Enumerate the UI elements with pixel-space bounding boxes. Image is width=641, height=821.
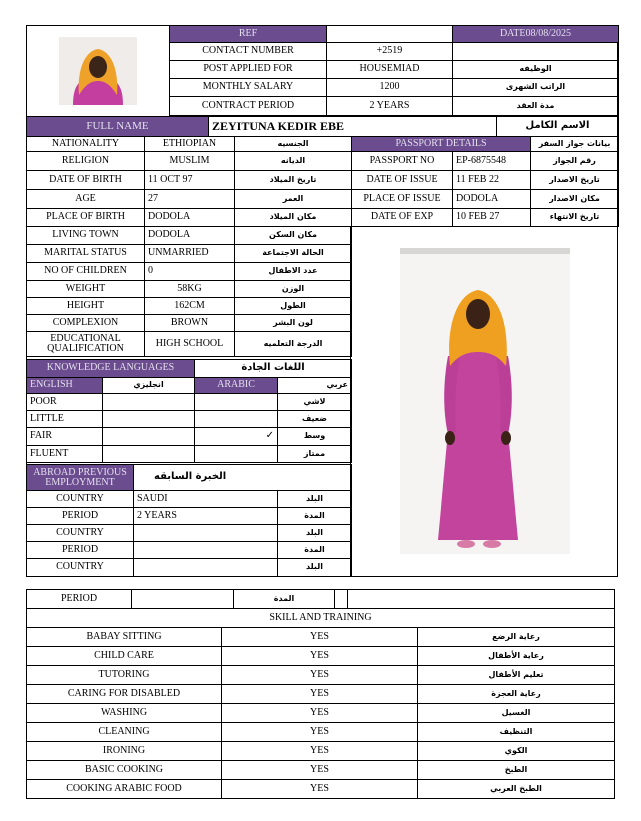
abroad-period-2-arabic: المدة <box>278 542 352 559</box>
skill-arabic-food-arabic: الطبخ العربي <box>418 780 615 799</box>
skill-washing-arabic: الغسيل <box>418 704 615 723</box>
skill-cleaning-value: YES <box>222 723 418 742</box>
skill-washing-label: WASHING <box>27 704 222 723</box>
lang-fair-arabic-mark: ✓ <box>195 428 278 446</box>
date-label: DATE08/08/2025 <box>453 26 619 43</box>
lang-poor-arabic: لاشي <box>278 394 352 411</box>
abroad-country-2-label: COUNTRY <box>27 525 134 542</box>
skill-caring-disabled-arabic: رعاية العجزة <box>418 685 615 704</box>
children-arabic: عدد الاطفال <box>235 263 352 281</box>
full-body-photo-image <box>400 248 570 554</box>
skill-arabic-food-label: COOKING ARABIC FOOD <box>27 780 222 799</box>
living-town-arabic: مكان السكن <box>235 227 352 245</box>
contact-number-value: +2519 <box>327 43 453 61</box>
children-value: 0 <box>145 263 235 281</box>
lang-poor-english <box>103 394 195 411</box>
religion-arabic: الديانه <box>235 152 352 171</box>
passport-details-arabic: بيانات جواز السفر <box>531 137 619 152</box>
fullname-arabic: الاسم الكامل <box>497 117 619 137</box>
monthly-salary-label: MONTHLY SALARY <box>170 79 327 97</box>
abroad-employment-arabic: الخبرة السابقه <box>134 465 352 491</box>
skill-baby-sitting-value: YES <box>222 628 418 647</box>
date-of-issue-label: DATE OF ISSUE <box>352 171 453 190</box>
nationality-arabic: الجنسيه <box>235 137 352 152</box>
bottom-period-value <box>132 590 234 609</box>
children-label: NO OF CHILDREN <box>27 263 145 281</box>
skill-basic-cooking-arabic: الطبخ <box>418 761 615 780</box>
living-town-label: LIVING TOWN <box>27 227 145 245</box>
bottom-period-spacer <box>335 590 348 609</box>
post-applied-arabic: الوظيفه <box>453 61 619 79</box>
knowledge-languages-label: KNOWLEDGE LANGUAGES <box>27 360 195 378</box>
skill-caring-disabled-value: YES <box>222 685 418 704</box>
lang-fluent-arabic: ممتاز <box>278 446 352 463</box>
passport-details-label: PASSPORT DETAILS <box>352 137 531 152</box>
abroad-country-3-value <box>134 559 278 577</box>
skill-baby-sitting-label: BABAY SITTING <box>27 628 222 647</box>
dob-label: DATE OF BIRTH <box>27 171 145 190</box>
date-of-issue-arabic: تاريخ الاصدار <box>531 171 619 190</box>
place-of-issue-value: DODOLA <box>453 190 531 209</box>
abroad-country-3-label: COUNTRY <box>27 559 134 577</box>
abroad-country-1-arabic: البلد <box>278 491 352 508</box>
place-of-issue-label: PLACE OF ISSUE <box>352 190 453 209</box>
knowledge-languages-arabic: اللغات الجادة <box>195 360 352 378</box>
passport-no-label: PASSPORT NO <box>352 152 453 171</box>
skill-child-care-value: YES <box>222 647 418 666</box>
skills-title: SKILL AND TRAINING <box>27 609 615 628</box>
passport-no-value: EP-6875548 <box>453 152 531 171</box>
ref-value <box>327 26 453 43</box>
lang-little-arabic-mark <box>195 411 278 428</box>
skill-baby-sitting-arabic: رعاية الرضع <box>418 628 615 647</box>
header-table <box>169 25 619 116</box>
complexion-label: COMPLEXION <box>27 315 145 332</box>
english-label: ENGLISH <box>27 378 103 394</box>
contract-period-arabic: مدة العقد <box>453 97 619 116</box>
skill-tutoring-value: YES <box>222 666 418 685</box>
lang-poor-arabic-mark <box>195 394 278 411</box>
complexion-value: BROWN <box>145 315 235 332</box>
abroad-period-1-label: PERIOD <box>27 508 134 525</box>
lang-fluent-arabic-mark <box>195 446 278 463</box>
age-arabic: العمر <box>235 190 352 209</box>
arabic-label: ARABIC <box>195 378 278 394</box>
skill-washing-value: YES <box>222 704 418 723</box>
skill-child-care-label: CHILD CARE <box>27 647 222 666</box>
skill-child-care-arabic: رعاية الأطفال <box>418 647 615 666</box>
weight-arabic: الوزن <box>235 281 352 298</box>
abroad-period-2-label: PERIOD <box>27 542 134 559</box>
bottom-period-label: PERIOD <box>27 590 132 609</box>
passport-table <box>351 136 619 227</box>
religion-label: RELIGION <box>27 152 145 171</box>
height-arabic: الطول <box>235 298 352 315</box>
full-body-photo <box>400 248 570 554</box>
skill-ironing-value: YES <box>222 742 418 761</box>
date-of-exp-arabic: تاريخ الانتهاء <box>531 209 619 227</box>
lang-fluent-english <box>103 446 195 463</box>
date-of-exp-value: 10 FEB 27 <box>453 209 531 227</box>
living-town-value: DODOLA <box>145 227 235 245</box>
dob-arabic: تاريخ الميلاد <box>235 171 352 190</box>
languages-table <box>26 359 352 463</box>
weight-label: WEIGHT <box>27 281 145 298</box>
post-applied-label: POST APPLIED FOR <box>170 61 327 79</box>
post-applied-value: HOUSEMIAD <box>327 61 453 79</box>
fullname-value: ZEYITUNA KEDIR EBE <box>209 117 497 137</box>
arabic-arabic: عربي <box>278 378 352 394</box>
education-label: EDUCATIONAL QUALIFICATION <box>27 332 145 357</box>
contract-period-value: 2 YEARS <box>327 97 453 116</box>
lang-fair-label: FAIR <box>27 428 103 446</box>
skill-ironing-label: IRONING <box>27 742 222 761</box>
marital-status-label: MARITAL STATUS <box>27 245 145 263</box>
place-of-issue-arabic: مكان الاصدار <box>531 190 619 209</box>
monthly-salary-arabic: الراتب الشهرى <box>453 79 619 97</box>
nationality-label: NATIONALITY <box>27 137 145 152</box>
education-arabic: الدرجة التعلميه <box>235 332 352 357</box>
height-value: 162CM <box>145 298 235 315</box>
skill-cleaning-arabic: التنظيف <box>418 723 615 742</box>
marital-status-value: UNMARRIED <box>145 245 235 263</box>
skill-tutoring-arabic: تعليم الأطفال <box>418 666 615 685</box>
monthly-salary-value: 1200 <box>327 79 453 97</box>
skill-basic-cooking-value: YES <box>222 761 418 780</box>
passport-no-arabic: رقم الجواز <box>531 152 619 171</box>
abroad-period-1-arabic: المدة <box>278 508 352 525</box>
place-of-birth-value: DODOLA <box>145 209 235 227</box>
portrait-photo <box>59 37 137 105</box>
abroad-country-1-value: SAUDI <box>134 491 278 508</box>
lang-poor-label: POOR <box>27 394 103 411</box>
skill-ironing-arabic: الكوي <box>418 742 615 761</box>
fullname-table <box>26 116 619 137</box>
lang-fair-arabic: وسط <box>278 428 352 446</box>
abroad-period-2-value <box>134 542 278 559</box>
bottom-period-blank <box>348 590 615 609</box>
skill-cleaning-label: CLEANING <box>27 723 222 742</box>
nationality-value: ETHIOPIAN <box>145 137 235 152</box>
dob-value: 11 OCT 97 <box>145 171 235 190</box>
contract-period-label: CONTRACT PERIOD <box>170 97 327 116</box>
place-of-birth-label: PLACE OF BIRTH <box>27 209 145 227</box>
lang-fair-english <box>103 428 195 446</box>
date-of-issue-value: 11 FEB 22 <box>453 171 531 190</box>
abroad-country-1-label: COUNTRY <box>27 491 134 508</box>
age-label: AGE <box>27 190 145 209</box>
skill-basic-cooking-label: BASIC COOKING <box>27 761 222 780</box>
height-label: HEIGHT <box>27 298 145 315</box>
lang-fluent-label: FLUENT <box>27 446 103 463</box>
skill-caring-disabled-label: CARING FOR DISABLED <box>27 685 222 704</box>
place-of-birth-arabic: مكان الميلاد <box>235 209 352 227</box>
abroad-country-3-arabic: البلد <box>278 559 352 577</box>
religion-value: MUSLIM <box>145 152 235 171</box>
fullname-label: FULL NAME <box>27 117 209 137</box>
date-of-exp-label: DATE OF EXP <box>352 209 453 227</box>
education-value: HIGH SCHOOL <box>145 332 235 357</box>
abroad-employment-table <box>26 464 352 577</box>
age-value: 27 <box>145 190 235 209</box>
abroad-country-2-value <box>134 525 278 542</box>
skill-arabic-food-value: YES <box>222 780 418 799</box>
abroad-employment-label: ABROAD PREVIOUS EMPLOYMENT <box>27 465 134 491</box>
contact-number-arabic <box>453 43 619 61</box>
lang-little-english <box>103 411 195 428</box>
abroad-country-2-arabic: البلد <box>278 525 352 542</box>
personal-details-table <box>26 136 352 357</box>
english-arabic: انجليزي <box>103 378 195 394</box>
ref-label: REF <box>170 26 327 43</box>
lang-little-label: LITTLE <box>27 411 103 428</box>
lang-little-arabic: ضعيف <box>278 411 352 428</box>
skill-tutoring-label: TUTORING <box>27 666 222 685</box>
complexion-arabic: لون البشر <box>235 315 352 332</box>
portrait-photo-image <box>59 37 137 105</box>
marital-status-arabic: الحالة الاجتماعة <box>235 245 352 263</box>
bottom-period-arabic: المدة <box>234 590 335 609</box>
abroad-period-1-value: 2 YEARS <box>134 508 278 525</box>
period-row-table <box>26 589 615 609</box>
skills-table <box>26 608 615 799</box>
weight-value: 58KG <box>145 281 235 298</box>
contact-number-label: CONTACT NUMBER <box>170 43 327 61</box>
